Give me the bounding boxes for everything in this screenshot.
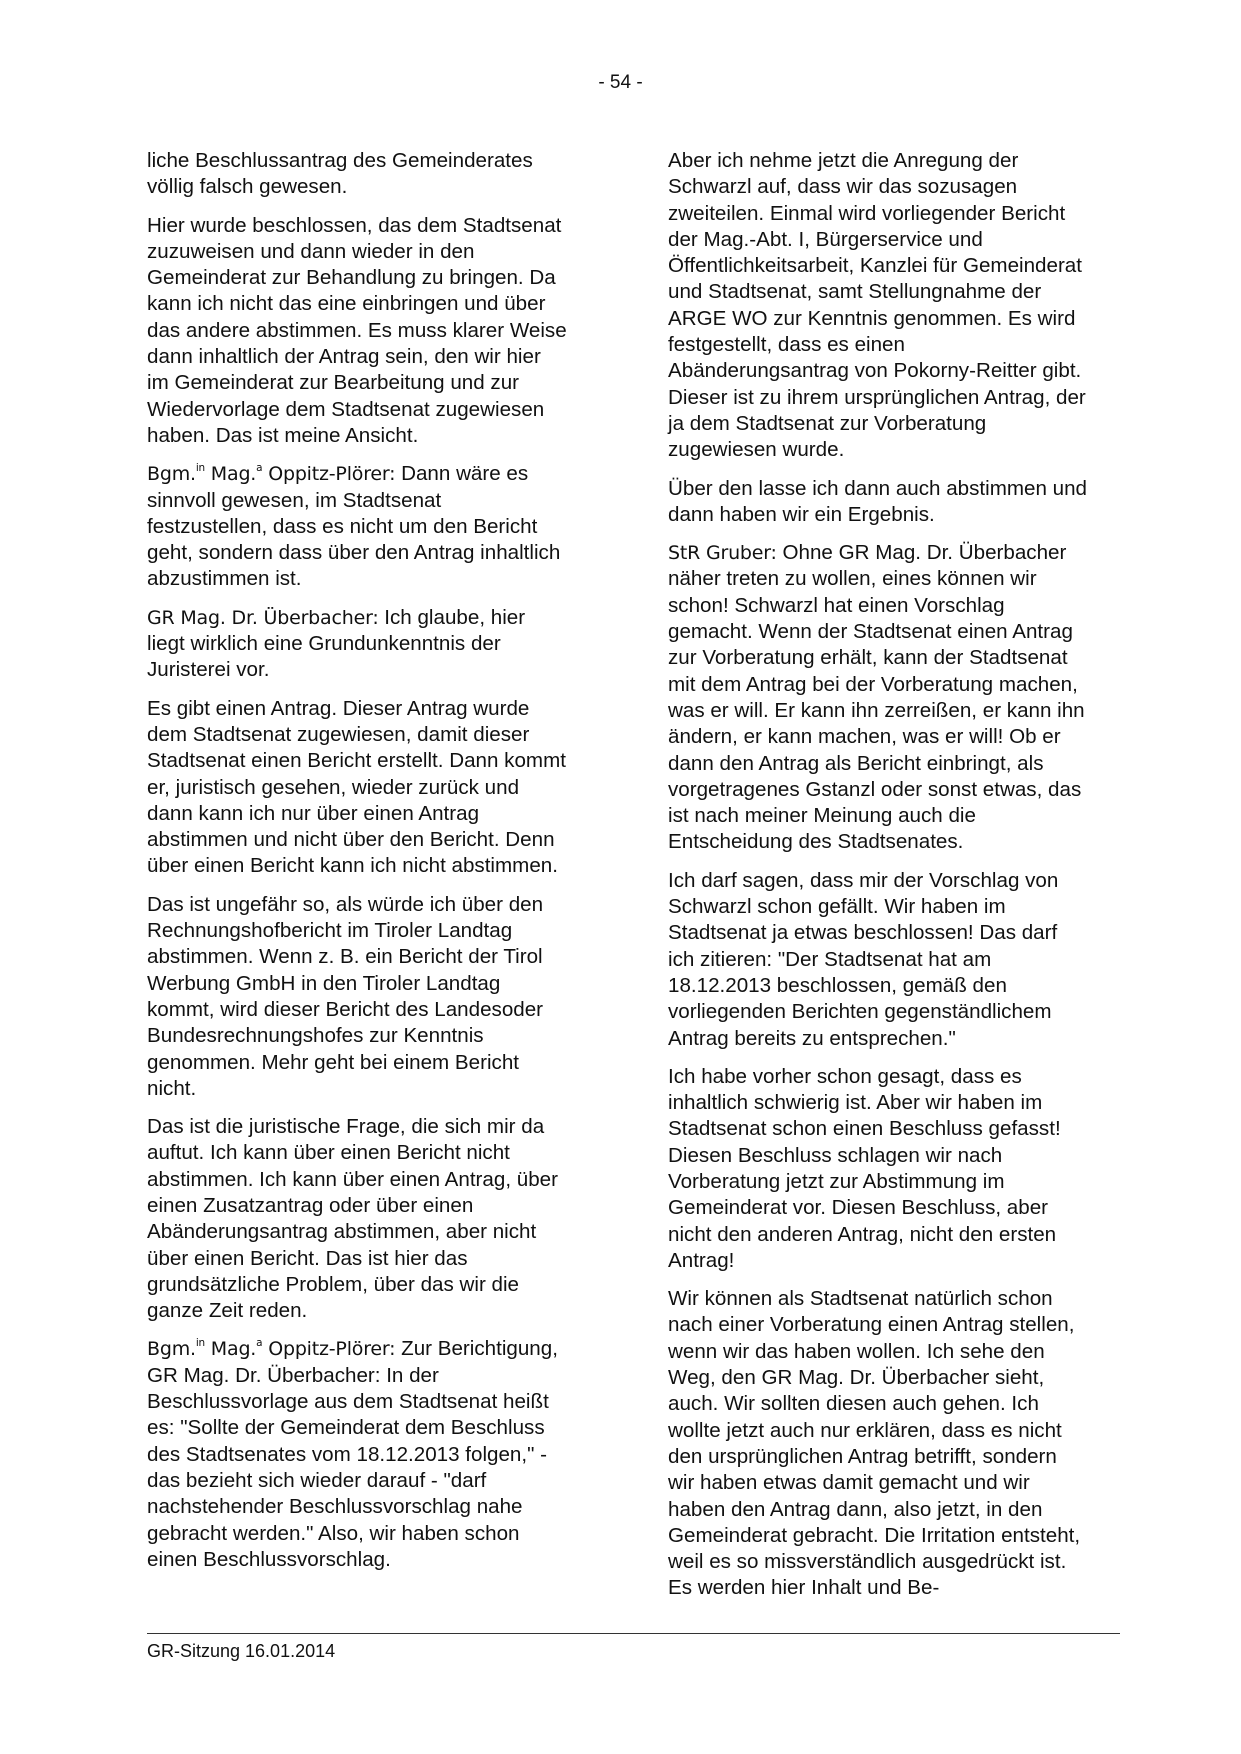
paragraph: Hier wurde beschlossen, das dem Stadtsenat zuzuweisen und dann wieder in den Gemeinderat zur Behandlung zu bringen. Da kann ich nicht das eine einbringen und über das andere abstimmen. Es muss klarer Weise dann inhaltlich der Antrag sein, den wir hier im Gemeinderat zur Bearbeitung und zur Wiedervorlage dem Stadtsenat zugewiesen haben. Das ist meine Ansicht. xyxy=(147,213,567,447)
speaker-label: Bgm.$^{in}$ Mag.$^a$ Oppitz-Plörer: xyxy=(147,1337,396,1361)
paragraph: Ich habe vorher schon gesagt, dass es inhaltlich schwierig ist. Aber wir haben im Stadtsenat schon einen Beschluss gefasst! Diesen Beschluss schlagen wir nach Vorberatung jetzt zur Abstimmung im Gemeinderat vor. Diesen Beschluss, aber nicht den anderen Antrag, nicht den ersten Antrag! xyxy=(668,1064,1061,1272)
speaker-paragraph: GR Mag. Dr. Überbacher: Ich glaube, hier liegt wirklich eine Grundunkenntnis der Juristerei vor. xyxy=(147,605,526,682)
paragraph: Wir können als Stadtsenat natürlich schon nach einer Vorberatung einen Antrag stellen, wenn wir das haben wollen. Ich sehe den Weg, den GR Mag. Dr. Überbacher sieht, auch. Wir sollten diesen auch gehen. Ich wollte jetzt auch nur erklären, dass es nicht den ursprünglichen Antrag betrifft, sondern wir haben etwas damit gemacht und wir haben den Antrag dann, also jetzt, in den Gemeinderat gebracht. Die Irritation entsteht, weil es so missverständlich ausgedrückt ist. Es werden hier Inhalt und Be- xyxy=(668,1287,1081,1600)
paragraph: Ich darf sagen, dass mir der Vorschlag von Schwarzl schon gefällt. Wir haben im Stadtsenat ja etwas beschlossen! Das darf ich zitieren: "Der Stadtsenat hat am 18.12.2013 beschlossen, gemäß den vorliegenden Berichten gegenständlichem Antrag bereits zu entsprechen." xyxy=(668,868,1059,1050)
footer-divider xyxy=(147,1633,1120,1634)
paragraph: Aber ich nehme jetzt die Anregung der Schwarzl auf, dass wir das sozusagen zweiteilen. Einmal wird vorliegender Bericht der Mag.-Abt. I, Bürgerservice und Öffentlichkeitsarbeit, Kanzlei für Gemeinderat und Stadtsenat, samt Stellungnahme der ARGE WO zur Kenntnis genommen. Es wird festgestellt, dass es einen Abänderungsantrag von Pokorny-Reitter gibt. Dieser ist zu ihrem ursprünglichen Antrag, der ja dem Stadtsenat zur Vorberatung zugewiesen wurde. xyxy=(668,149,1086,462)
paragraph: Das ist ungefähr so, als würde ich über den Rechnungshofbericht im Tiroler Landtag abstimmen. Wenn z. B. ein Bericht der Tirol Werbung GmbH in den Tiroler Landtag kommt, wird dieser Bericht des Landesoder Bundesrechnungshofes zur Kenntnis genommen. Mehr geht bei einem Bericht nicht. xyxy=(147,892,544,1100)
paragraph: Über den lasse ich dann auch abstimmen und dann haben wir ein Ergebnis. xyxy=(668,476,1087,526)
left-column xyxy=(147,148,567,1585)
speaker-label: StR Gruber: xyxy=(668,542,777,565)
speaker-label: GR Mag. Dr. Überbacher: xyxy=(147,606,379,629)
paragraph: Das ist die juristische Frage, die sich mir da auftut. Ich kann über einen Bericht nicht abstimmen. Ich kann über einen Antrag, über einen Zusatzantrag oder über einen Abänderungsantrag abstimmen, aber nicht über einen Bericht. Das ist hier das grundsätzliche Problem, über das wir die ganze Zeit reden. xyxy=(147,1115,558,1323)
footer-session-date: GR-Sitzung 16.01.2014 xyxy=(147,1641,336,1661)
paragraph: Es gibt einen Antrag. Dieser Antrag wurde dem Stadtsenat zugewiesen, damit dieser Stadtsenat einen Bericht erstellt. Dann kommt er, juristisch gesehen, wieder zurück und dann kann ich nur über einen Antrag abstimmen und nicht über den Bericht. Denn über einen Bericht kann ich nicht abstimmen. xyxy=(147,696,566,878)
paragraph: liche Beschlussantrag des Gemeinderates völlig falsch gewesen. xyxy=(147,149,533,199)
speaker-label: Bgm.$^{in}$ Mag.$^a$ Oppitz-Plörer: xyxy=(147,462,396,486)
page-number: - 54 - xyxy=(598,72,643,93)
speaker-paragraph: Bgm.$^{in}$ Mag.$^a$ Oppitz-Plörer: Zur Berichtigung, GR Mag. Dr. Überbacher: In der Beschlussvorlage aus dem Stadtsenat heißt es: "Sollte der Gemeinderat dem Beschluss des Stadtsenates vom 18.12.2013 folgen," - das bezieht sich wieder darauf - "darf nachstehender Beschlussvorschlag nahe gebracht werden." Also, wir haben schon einen Beschlussvorschlag. xyxy=(147,1337,558,1571)
speaker-paragraph: Bgm.$^{in}$ Mag.$^a$ Oppitz-Plörer: Dann wäre es sinnvoll gewesen, im Stadtsenat festzustellen, dass es nicht um den Bericht geht, sondern dass über den Antrag inhaltlich abzustimmen ist. xyxy=(147,462,561,591)
right-column xyxy=(668,148,1088,1614)
speaker-paragraph: StR Gruber: Ohne GR Mag. Dr. Überbacher näher treten zu wollen, eines können wir schon! Schwarzl hat einen Vorschlag gemacht. Wenn der Stadtsenat einen Antrag zur Vorberatung erhält, kann der Stadtsenat mit dem Antrag bei der Vorberatung machen, was er will. Er kann ihn zerreißen, er kann ihn ändern, er kann machen, was er will! Ob er dann den Antrag als Bericht einbringt, als vorgetragenes Gstanzl oder sonst etwas, das ist nach meiner Meinung auch die Entscheidung des Stadtsenates. xyxy=(668,541,1085,854)
